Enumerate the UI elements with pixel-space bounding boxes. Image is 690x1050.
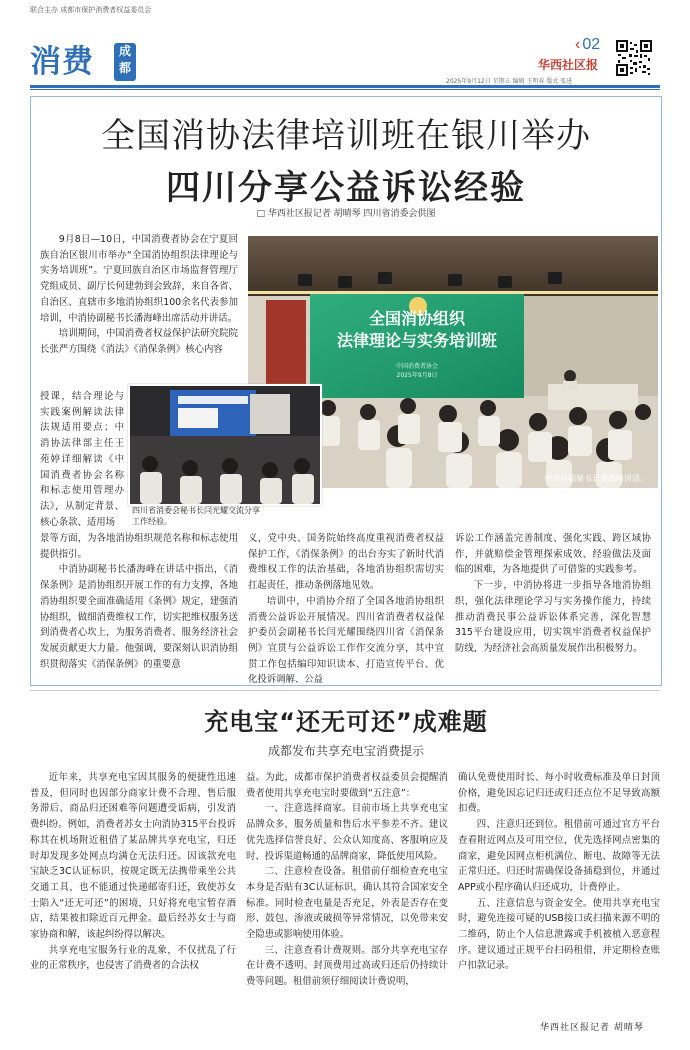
story1-col2	[248, 531, 444, 688]
paragraph: 义，党中央、国务院始终高度重视消费者权益保护工作，《消保条例》的出台夯实了新时代消费维权工作的法治基础，各地消协组织需切实扛起责任，推动条例落地见效。	[248, 533, 444, 592]
photo-inset-caption	[132, 505, 322, 527]
paragraph: 三、注意查看计费规则。部分共享充电宝存在计费不透明、封顶费用过高或归还后仍持续计费等问题。租借前须仔细阅读计费说明，	[246, 944, 448, 988]
story2-col2	[246, 770, 448, 990]
paragraph: 中消协副秘书长潘海峰在讲话中指出，《消保条例》是消协组织开展工作的有力支撑，各地消协组织要全面准确适用《条例》规定，建强消协组织，做细消费维权工作，切实把维权服务送到消费者心坎上，为服务消费者、服务经济社会发展贡献更大力量。他强调，要深刻认识消协组织贯彻落实《消保条例》的重要意	[40, 564, 238, 670]
paragraph: 益。为此，成都市保护消费者权益委员会提醒消费者使用共享充电宝时要做到“五注意”：	[246, 772, 448, 799]
story2-subtitle: 成都发布共享充电宝消费提示	[267, 744, 424, 758]
paragraph: 授课，结合理论与实践案例解读法律法规适用要点；中消协法律部主任王苑婷详细解读《中国消费者协会名称和标志使用管理办法》，从制定背景、核心条款、适用场	[40, 391, 124, 528]
banner-meta	[310, 362, 524, 380]
banner-date: 2025年9月8日	[396, 372, 438, 379]
paper-name: 华西社区报	[538, 58, 599, 72]
section-city-badge	[114, 43, 136, 81]
story1-title: 全国消协法律培训班在银川举办	[101, 116, 591, 156]
section-title: 消费	[30, 44, 94, 80]
banner-org: 中国消费者协会	[395, 363, 438, 370]
paragraph: 二、注意检查设备。租借前仔细检查充电宝本身是否贴有3C认证标识，确认其符合国家安全标准。同时检查电量是否充足，外表是否存在变形、鼓包、渗液或破损等异常情况，以免带来安全隐患或影响使用体验。	[246, 866, 448, 941]
paragraph: 下一步，中消协将进一步指导各地消协组织，强化法律理论学习与实务操作能力，持续推动消费民事公益诉讼体系完善，深化智慧315平台建设应用，切实筑牢消费者权益保护防线，为经济社会高质量发展作出积极努力。	[455, 580, 651, 654]
dateline: 2025年9月12日 星期五 编辑 王明春 版式 张进	[446, 78, 573, 85]
inset-caption-line-1: 四川省消委会秘书长闫光耀交流分享	[132, 506, 260, 515]
banner-text	[310, 308, 524, 352]
photo-main-caption: 中消协副秘书长潘海峰讲话。	[544, 474, 648, 483]
paragraph: 景等方面，为各地消协组织规范名称和标志使用提供指引。	[40, 533, 238, 560]
paragraph: 诉讼工作涵盖完善制度、强化实践、跨区域协作，并就赔偿金管理探索成效、经验做法及面临的困难，为各地提供了可借鉴的实践参考。	[455, 533, 651, 576]
page-number	[575, 36, 600, 54]
paragraph: 五、注意信息与资金安全。使用共享充电宝时，避免连接可疑的USB接口或扫描来源不明的二维码，防止个人信息泄露或手机被植入恶意程序。建议通过正规平台扫码租借，并定期检查账户扣款记录。	[458, 897, 660, 972]
paragraph: 培训期间，中国消费者权益保护法研究院院长张严方围绕《消法》《消保条例》核心内容	[40, 328, 238, 355]
story2-title: 充电宝“还无可还”成难题	[204, 708, 488, 736]
photo-inset-illustration	[130, 386, 320, 504]
story2-signature: 华西社区报记者 胡晴琴	[540, 1023, 644, 1033]
photo-speaker-inset	[128, 384, 322, 506]
paragraph: 培训中，中消协介绍了全国各地消协组织消费公益诉讼开展情况。四川省消费者权益保护委员会副秘书长闫光耀围绕四川省《消保条例》宣贯与公益诉讼工作作交流分享，其中宣贯工作包括编印知识读本、打造宣传平台、优化投诉调解、公益	[248, 595, 444, 686]
section-city-char-2: 都	[118, 61, 131, 75]
paragraph: 一、注意选择商家。目前市场上共享充电宝品牌众多，服务质量和售后水平参差不齐。建议优先选择信誉良好、公众认知度高、客服响应及时、投诉渠道畅通的品牌商家，降低使用风险。	[246, 803, 448, 862]
paragraph: 确认免费使用时长、每小时收费标准及单日封顶价格，避免因忘记归还或归还点位不足导致高额扣费。	[458, 772, 660, 815]
paragraph: 9月8日—10日，中国消费者协会在宁夏回族自治区银川市举办“全国消协组织法律理论与实务培训班”。宁夏回族自治区市场监督管理厅党组成员、副厅长何建勃到会致辞，来自各省、自治区、直辖市多地消协组织100余名代表参加培训，中消协副秘书长潘海峰出席活动并讲话。	[40, 234, 238, 324]
story-divider	[30, 690, 660, 691]
banner-line-1: 全国消协组织	[368, 309, 465, 328]
page-number-value: 02	[582, 36, 601, 53]
paragraph: 共享充电宝服务行业的乱象，不仅扰乱了行业的正常秩序，也侵害了消费者的合法权	[30, 944, 236, 972]
header-rule-thin	[30, 89, 660, 90]
story1-col1-top	[40, 232, 238, 358]
qr-code-icon	[616, 40, 652, 76]
story2-col1	[30, 770, 236, 974]
chevron-left-icon: ‹	[575, 36, 581, 53]
story1-subtitle: 四川分享公益诉讼经验	[166, 168, 526, 208]
section-city-char-1: 成	[118, 44, 131, 58]
story1-col1-narrow	[40, 389, 124, 530]
header-rule	[30, 85, 660, 88]
paragraph: 近年来，共享充电宝因其服务的便捷性迅速普及，但同时也因部分商家计费不合理、售后服务滞后、商品归还困难等问题遭受诟病，引发消费纠纷。例如，消费者苏女士向消协315平台投诉称其在机场附近租借了某品牌共享充电宝，归还时却发现多处网点均满仓无法归还。因该款充电宝缺乏3C认证标识，按规定既无法携带乘坐公共交通工具，也不能通过快递邮寄归还，致使苏女士陷入“还无可还”的困境，只好将充电宝暂存酒店，结果被扣除近百元押金。最后经苏女士与商家协商和解，该起纠纷得以解决。	[30, 772, 236, 941]
paragraph: 四、注意归还到位。租借前可通过官方平台查看附近网点及可用空位，优先选择网点密集的商家，避免因网点柜机满位、断电、故障等无法正常归还。归还时需确保设备插稳到位，并通过APP或小程序确认归还成功，计费停止。	[458, 819, 660, 893]
inset-caption-line-2: 工作经验。	[132, 517, 172, 526]
story1-byline: □ 华西社区报记者 胡晴琴 四川省消委会供图	[256, 209, 436, 219]
story2-col3	[458, 770, 660, 974]
story1-col3	[455, 531, 651, 657]
story1-col1-bottom	[40, 531, 238, 672]
top-line: 联合主办 成都市保护消费者权益委员会	[30, 6, 152, 14]
banner-line-2: 法律理论与实务培训班	[336, 331, 497, 350]
